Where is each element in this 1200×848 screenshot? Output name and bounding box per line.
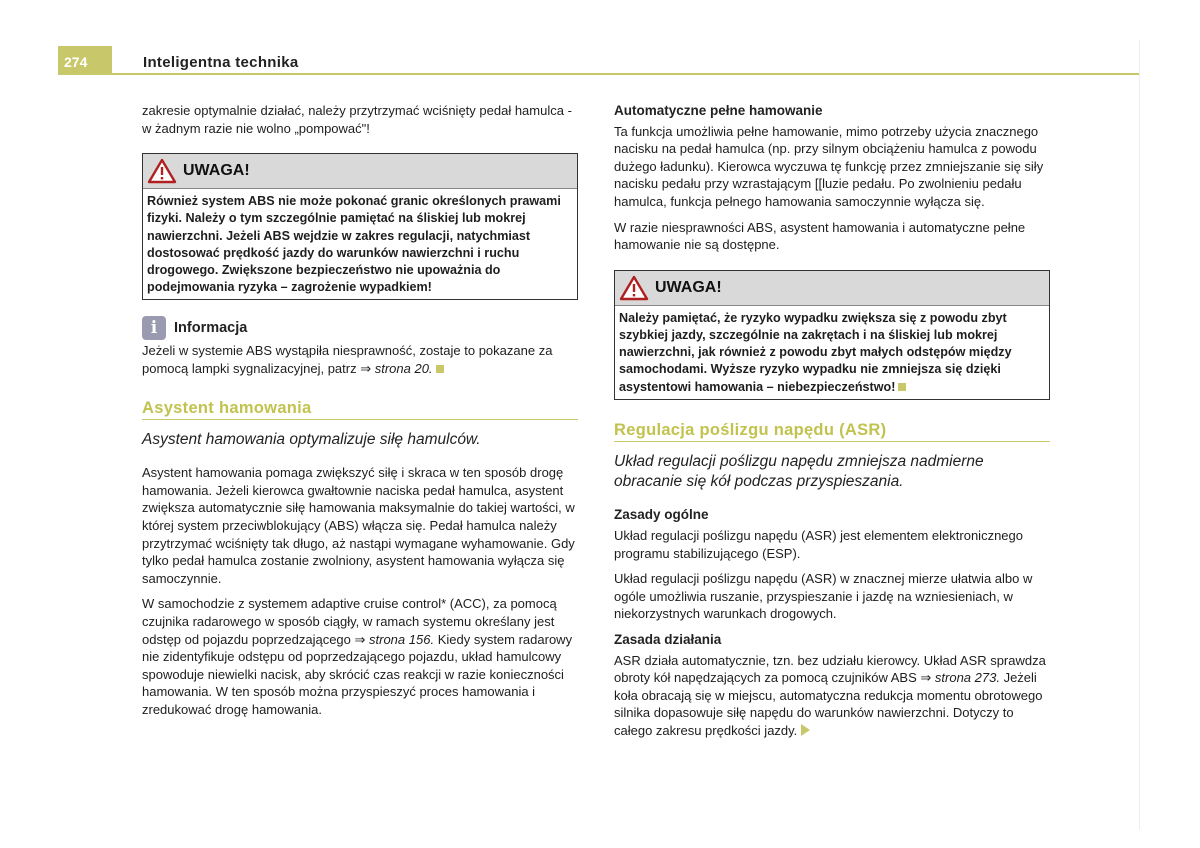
acc-text-end: Kiedy system radarowy nie zidentyfikuje odstępu od poprzedzającego pojazdu, układ hamulcowy spowoduje niewielki nacisk, aby skrócić czas reakcji w razie konieczności hamowania. W ten sposób można przyspieszyć proces hamowania i zredukować drogę hamowania. xyxy=(142,631,573,717)
warning-triangle-icon xyxy=(619,275,649,301)
brake-assist-paragraph-2 xyxy=(142,595,578,718)
warning-title: UWAGA! xyxy=(655,278,722,296)
intro-paragraph: zakresie optymalnie działać, należy przytrzymać wciśnięty pedał hamulca - w żadnym razie nie wolno „pompować"! xyxy=(142,103,572,136)
warning-box xyxy=(614,270,1050,400)
general-principles-paragraph-1: Układ regulacji poślizgu napędu (ASR) jest elementem elektronicznego programu stabilizującego (ESP). xyxy=(614,527,1023,561)
left-column xyxy=(142,102,578,727)
end-of-section-marker xyxy=(436,365,444,373)
right-column xyxy=(614,102,1050,747)
section-title-brake-assist: Asystent hamowania xyxy=(142,400,578,421)
info-text: Jeżeli w systemie ABS wystąpiła niesprawność, zostaje to pokazane za pomocą lampki sygnalizacyjnej, patrz ⇒ xyxy=(142,343,553,376)
general-principles-heading: Zasady ogólne xyxy=(614,507,709,523)
section-subtitle-asr: Układ regulacji poślizgu napędu zmniejsza nadmierne obracanie się kół podczas przyspieszania. xyxy=(614,453,984,491)
continued-arrow-icon xyxy=(801,724,810,736)
info-icon: i xyxy=(142,316,166,340)
general-principles-paragraph-2: Układ regulacji poślizgu napędu (ASR) w znacznej mierze ułatwia albo w ogóle umożliwia ruszanie, przyspieszanie i jazdę na wzniesieniach, w niekorzystnych warunkach drogowych. xyxy=(614,571,1033,622)
warning-text xyxy=(615,306,1049,399)
info-paragraph xyxy=(142,342,578,377)
operation-paragraph xyxy=(614,652,1050,740)
acc-text-start: W samochodzie z systemem adaptive cruise control* (ACC), za pomocą czujnika radarowego w sposób ciągły, w ramach systemu określany jest odstęp od pojazdu poprzedzającego ⇒ xyxy=(142,596,557,647)
page-edge-rule xyxy=(1139,40,1140,830)
info-page-reference[interactable]: strona 20. xyxy=(374,361,433,376)
info-header xyxy=(142,314,578,342)
section-subtitle-brake-assist: Asystent hamowania optymalizuje siłę hamulców. xyxy=(142,431,481,449)
auto-full-braking-paragraph-1: Ta funkcja umożliwia pełne hamowanie, mimo potrzeby użycia znacznego nacisku na pedał hamulca (np. przy silnym obciążeniu hamulca z powodu dużego ładunku). Kierowca wyczuwa tę funkcję przez zmniejszanie się siły nacisku pedału przy wzrastającym [[luzie pedału. Po zwolnieniu pedału hamulca, funkcja pełnego hamowania samoczynnie wyłącza się. xyxy=(614,123,1044,209)
page-number: 274 xyxy=(64,54,88,70)
warning-title: UWAGA! xyxy=(183,162,250,180)
warning-text-body: Należy pamiętać, że ryzyko wypadku zwiększa się z powodu zbyt szybkiej jazdy, szczególnie na zakrętach i na śliskiej lub mokrej nawierzchni, jak również z powodu zbyt małych odstępów między samochodami. Wyższe ryzyko wypadku nie zmniejsza się dzięki asystentowi hamowania – niebezpieczeństwo! xyxy=(619,310,1012,394)
header-rule xyxy=(58,73,1140,75)
warning-triangle-icon xyxy=(147,158,177,184)
info-title: Informacja xyxy=(174,319,248,336)
warning-box xyxy=(142,153,578,300)
end-of-section-marker xyxy=(898,383,906,391)
warning-header xyxy=(143,154,577,189)
acc-page-reference[interactable]: strona 156. xyxy=(369,631,435,647)
section-title-asr: Regulacja poślizgu napędu (ASR) xyxy=(614,422,1050,443)
operation-heading: Zasada działania xyxy=(614,631,722,647)
operation-text-start: ASR działa automatycznie, tzn. bez udziału kierowcy. Układ ASR sprawdza obroty kół napędzających za pomocą czujników ABS ⇒ xyxy=(614,652,1046,686)
auto-full-braking-heading: Automatyczne pełne hamowanie xyxy=(614,103,823,118)
operation-text-end: Jeżeli koła obracają się w miejscu, automatyczna redukcja momentu obrotowego silnika dopasowuje siłę napędu do warunków nawierzchni. Dotyczy to całego zakresu prędkości jazdy. xyxy=(614,670,1043,738)
running-title: Inteligentna technika xyxy=(143,54,299,71)
brake-assist-paragraph-1: Asystent hamowania pomaga zwiększyć siłę i skraca w ten sposób drogę hamowania. Jeżeli kierowca gwałtownie naciska pedał hamulca, asystent zwiększa automatycznie siłę hamowania maksymalnie do takiej wartości, w której system przeciwblokujący (ABS) włącza się. Pedał hamulca należy przytrzymać wciśnięty tak długo, aż nastąpi wymagane wyhamowanie. Gdy tylko pedał hamulca zostanie zwolniony, asystent hamowania wyłącza się samoczynnie. xyxy=(142,465,575,586)
operation-page-reference[interactable]: strona 273. xyxy=(934,670,1000,686)
warning-text: Również system ABS nie może pokonać granic określonych prawami fizyki. Należy o tym szczególnie pamiętać na śliskiej lub mokrej nawierzchni. Jeżeli ABS wejdzie w zakres regulacji, natychmiast dostosować prędkość jazdy do warunków nawierzchni i ruchu drogowego. Zwiększone bezpieczeństwo nie upoważnia do podejmowania ryzyka – zagrożenie wypadkiem! xyxy=(147,194,561,295)
auto-full-braking-paragraph-2: W razie niesprawności ABS, asystent hamowania i automatyczne pełne hamowanie nie są dostępne. xyxy=(614,219,1026,253)
warning-header xyxy=(615,271,1049,306)
